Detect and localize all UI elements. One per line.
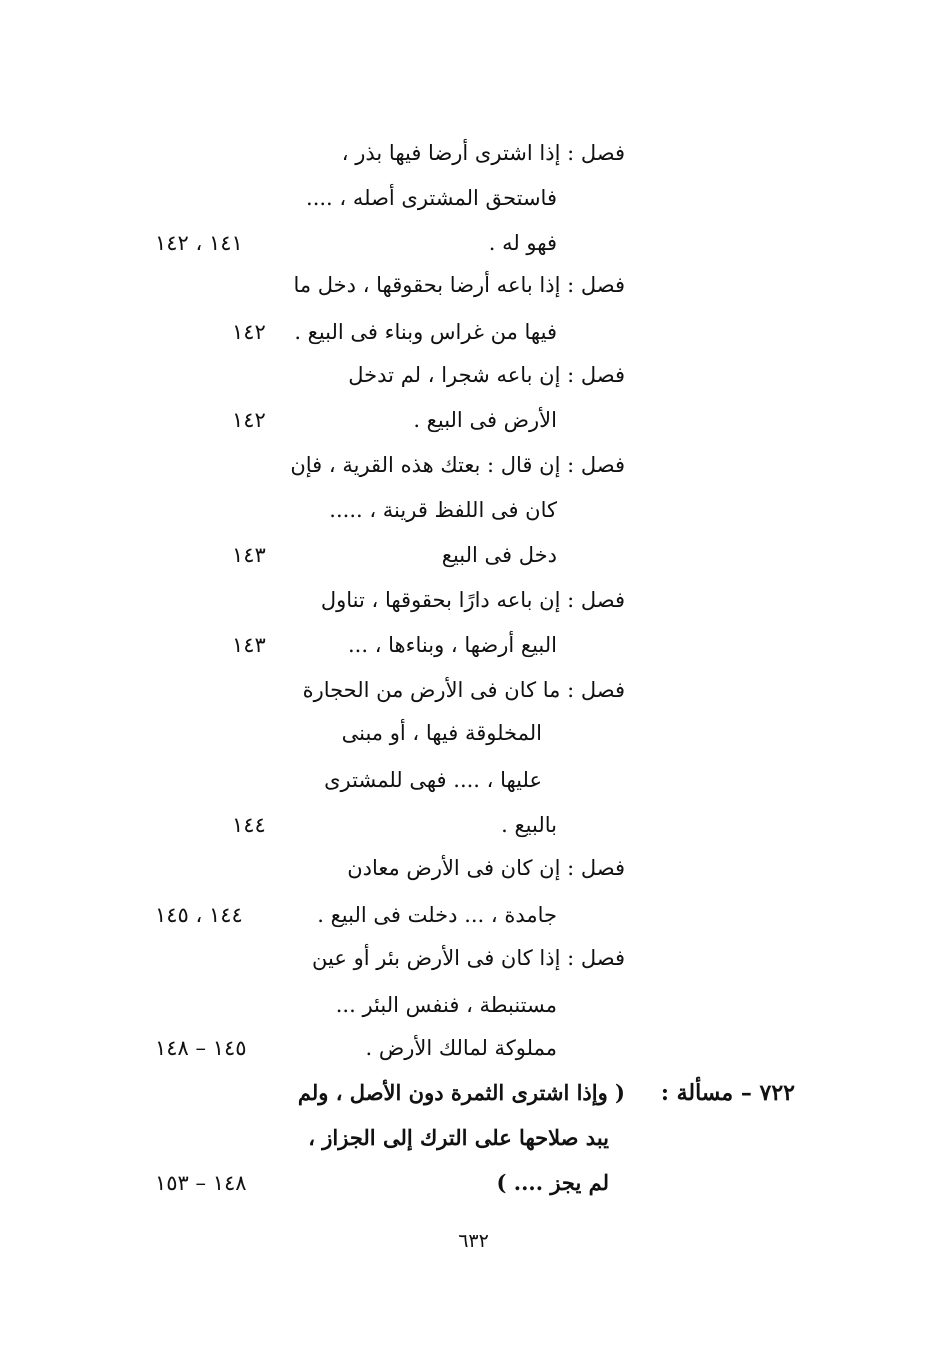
- entry-8-pages: ١٤٥ – ١٤٨: [155, 1036, 247, 1060]
- entry-5-pages: ١٤٣: [232, 633, 266, 657]
- entry-4-line-2: كان فى اللفظ قرينة ، .....: [329, 498, 557, 522]
- masala-line-1: ( وإذا اشترى الثمرة دون الأصل ، ولم: [297, 1080, 625, 1105]
- entry-2-line-2: فيها من غراس وبناء فى البيع .: [294, 320, 557, 344]
- entry-5-line-2: البيع أرضها ، وبناءها ، ...: [348, 633, 557, 657]
- entry-2-pages: ١٤٢: [232, 320, 266, 344]
- entry-6-line-4: بالبيع .: [501, 813, 557, 837]
- entry-6-line-3: عليها ، .... فهى للمشترى: [324, 768, 542, 792]
- entry-3-pages: ١٤٢: [232, 408, 266, 432]
- masala-label: ٧٢٢ – مسألة :: [660, 1080, 795, 1106]
- entry-7-line-1: فصل : إن كان فى الأرض معادن: [347, 856, 625, 880]
- entry-4-line-1: فصل : إن قال : بعتك هذه القرية ، فإن: [290, 453, 625, 477]
- entry-8-line-2: مستنبطة ، فنفس البئر ...: [335, 993, 557, 1017]
- entry-3-line-1: فصل : إن باعه شجرا ، لم تدخل: [348, 363, 625, 387]
- entry-7-pages: ١٤٤ ، ١٤٥: [155, 903, 243, 927]
- entry-1-line-3: فهو له .: [488, 231, 557, 255]
- entry-4-pages: ١٤٣: [232, 543, 266, 567]
- entry-1-line-1: فصل : إذا اشترى أرضا فيها بذر ،: [341, 141, 625, 165]
- masala-line-2: يبد صلاحها على الترك إلى الجزاز ،: [308, 1125, 609, 1150]
- entry-6-line-2: المخلوقة فيها ، أو مبنى: [341, 721, 542, 745]
- masala-line-3: لم يجز .... ): [496, 1170, 609, 1195]
- entry-2-line-1: فصل : إذا باعه أرضا بحقوقها ، دخل ما: [293, 273, 625, 297]
- entry-6-line-1: فصل : ما كان فى الأرض من الحجارة: [302, 678, 625, 702]
- entry-8-line-1: فصل : إذا كان فى الأرض بئر أو عين: [312, 946, 625, 970]
- entry-1-pages: ١٤١ ، ١٤٢: [155, 231, 243, 255]
- masala-pages: ١٤٨ – ١٥٣: [155, 1171, 247, 1195]
- entry-8-line-3: مملوكة لمالك الأرض .: [365, 1036, 557, 1060]
- entry-3-line-2: الأرض فى البيع .: [413, 408, 557, 432]
- entry-4-line-3: دخل فى البيع: [441, 543, 557, 567]
- entry-5-line-1: فصل : إن باعه دارًا بحقوقها ، تناول: [320, 588, 625, 612]
- entry-6-pages: ١٤٤: [232, 813, 266, 837]
- entry-1-line-2: فاستحق المشترى أصله ، ....: [306, 186, 557, 210]
- entry-7-line-2: جامدة ، ... دخلت فى البيع .: [317, 903, 557, 927]
- page-number: ٦٣٢: [458, 1230, 489, 1252]
